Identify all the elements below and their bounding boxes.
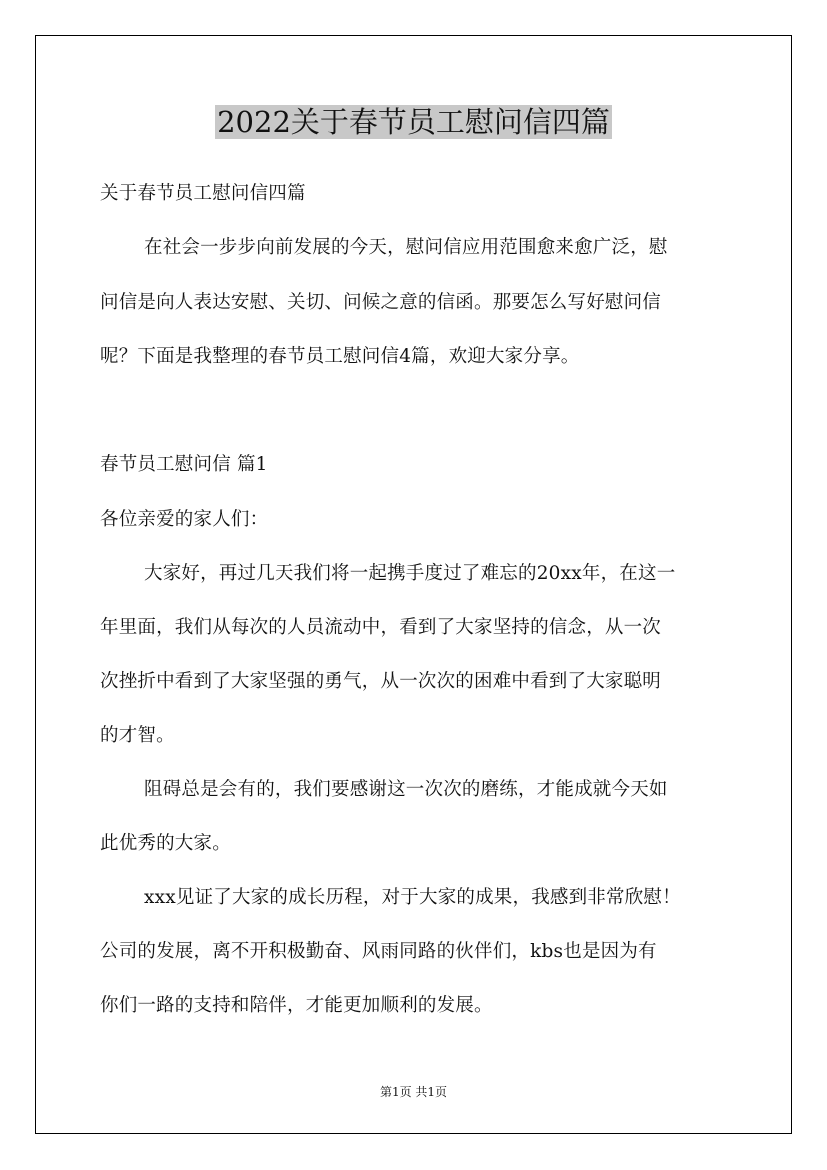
paragraph3-line-2: 公司的发展，离不开积极勤奋、风雨同路的伙伴们，kbs也是因为有 xyxy=(100,941,657,962)
intro-line-3: 呢？下面是我整理的春节员工慰问信4篇，欢迎大家分享。 xyxy=(100,346,580,367)
paragraph2-line-2: 此优秀的大家。 xyxy=(100,833,231,854)
salutation: 各位亲爱的家人们： xyxy=(100,509,269,530)
paragraph1-line-1: 大家好，再过几天我们将一起携手度过了难忘的20xx年，在这一 xyxy=(144,563,676,584)
paragraph3-line-1: xxx见证了大家的成长历程，对于大家的成果，我感到非常欣慰！ xyxy=(144,887,681,908)
subtitle: 关于春节员工慰问信四篇 xyxy=(100,183,306,204)
document-title: 2022关于春节员工慰问信四篇 xyxy=(217,105,610,139)
paragraph3-line-3: 你们一路的支持和陪伴，才能更加顺利的发展。 xyxy=(100,995,493,1016)
paragraph2-line-1: 阻碍总是会有的，我们要感谢这一次次的磨练，才能成就今天如 xyxy=(144,779,668,800)
paragraph1-line-2: 年里面，我们从每次的人员流动中，看到了大家坚持的信念，从一次 xyxy=(100,617,662,638)
section-heading: 春节员工慰问信 篇1 xyxy=(100,454,268,475)
intro-line-2: 问信是向人表达安慰、关切、问候之意的信函。那要怎么写好慰问信 xyxy=(100,292,662,313)
paragraph1-line-4: 的才智。 xyxy=(100,725,175,746)
intro-line-1: 在社会一步步向前发展的今天，慰问信应用范围愈来愈广泛，慰 xyxy=(144,237,668,258)
page-footer: 第1页 共1页 xyxy=(379,1085,448,1099)
paragraph1-line-3: 次挫折中看到了大家坚强的勇气，从一次次的困难中看到了大家聪明 xyxy=(100,671,662,692)
